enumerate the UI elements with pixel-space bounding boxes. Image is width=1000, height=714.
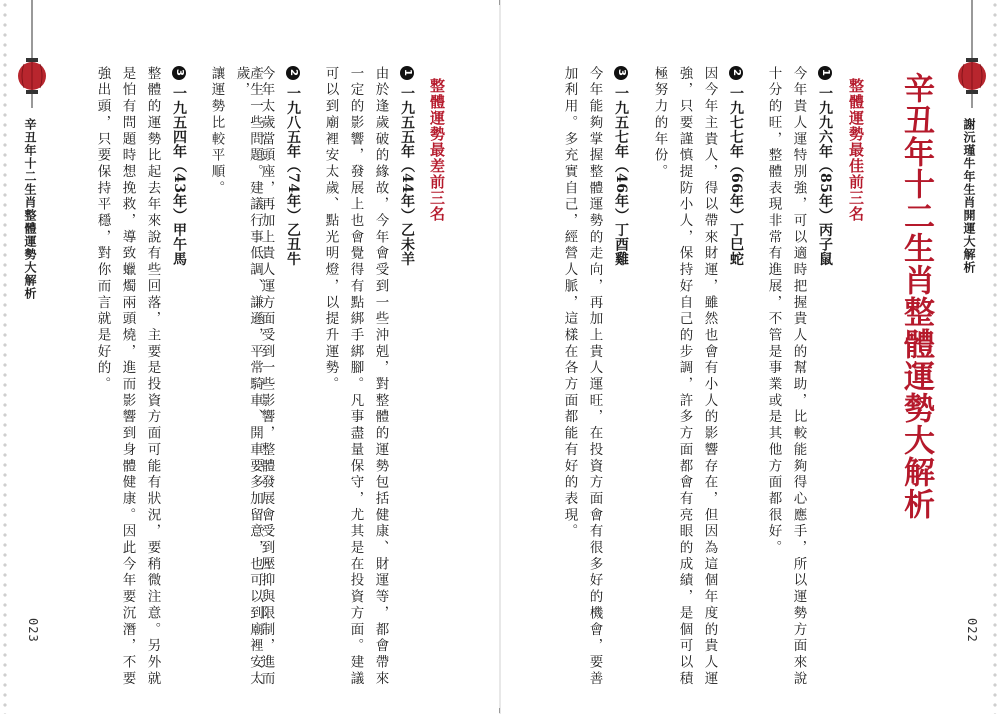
worst-item-3-line-3: 強出頭，只要保持平穩，對你而言就是好的。 <box>94 66 111 393</box>
worst-item-3-line-2: 是怕有問題時想挽救，導致蠟燭兩頭燒，進而影響到身體健康。因此今年要沉潛，不要 <box>119 66 136 688</box>
best-item-2-heading: 2一九七七年（66年）丁巳蛇 <box>729 66 743 266</box>
worst-item-1-line-3: 可以到廟裡安太歲、點光明燈，以提升運勢。 <box>322 66 339 393</box>
best-item-3-line-2: 加利用。多充實自己，經營人脈，這樣在各方面都能有好的表現。 <box>561 66 578 541</box>
running-head-right: 謝沅瑾牛年生肖開運大解析 <box>962 118 976 274</box>
worst-item-3-heading: 3一九五四年（43年）甲午馬 <box>172 66 186 266</box>
worst-item-2-line-3: 讓運勢比較平順。 <box>208 66 225 197</box>
worst-item-2-heading: 2一九八五年（74年）乙丑牛 <box>286 66 300 266</box>
worst-section-heading: 整體運勢最差前三名 <box>428 78 446 222</box>
worst-item-2-line-2: 產生一些問題。建議行事低調、謙遜，平常騎車、開車要多加留意，也可以到廟裡安太歲， <box>233 66 263 688</box>
page-title: 辛丑年十二生肖整體運勢大解析 <box>898 72 934 520</box>
best-item-3-line-1: 今年能夠掌握整體運勢的走向，再加上貴人運旺，在投資方面會有很多好的機會，要善 <box>586 66 603 688</box>
worst-item-1-line-2: 一定的影響，發展上也會覺得有點綁手綁腳。凡事盡量保守，尤其是在投資方面。建議 <box>347 66 364 688</box>
worst-item-1-line-1: 由於逢歲破的緣故，今年會受到一些沖剋，對整體的運勢包括健康、財運等，都會帶來 <box>372 66 389 688</box>
worst-item-3-line-1: 整體的運勢比起去年來說有些回落，主要是投資方面可能有狀況，要稍微注意。另外就 <box>144 66 161 688</box>
number-badge-icon: 2 <box>286 66 300 80</box>
best-item-1-line-1: 今年貴人運特別強，可以適時把握貴人的幫助，比較能夠得心應手，所以運勢方面來說 <box>790 66 807 688</box>
number-badge-icon: 3 <box>614 66 628 80</box>
best-item-3-heading: 3一九五七年（46年）丁酉雞 <box>614 66 628 266</box>
worst-item-2-line-1: 今年太歲當頭座，再加上貴人運方面受到一些影響，整體發展會受到壓抑與限制，進而 <box>258 66 275 688</box>
best-item-2-line-3: 極努力的年份。 <box>651 66 668 181</box>
number-badge-icon: 1 <box>400 66 414 80</box>
best-section-heading: 整體運勢最佳前三名 <box>847 78 865 222</box>
number-badge-icon: 1 <box>818 66 832 80</box>
left-border-pattern <box>0 0 10 714</box>
best-item-2-line-1: 因今年主貴人，得以帶來財運，雖然也會有小人的影響存在，但因為這個年度的貴人運 <box>701 66 718 688</box>
number-badge-icon: 2 <box>729 66 743 80</box>
running-head-left: 辛丑年十二生肖整體運勢大解析 <box>23 118 37 300</box>
best-item-1-heading: 1一九九六年（85年）丙子鼠 <box>818 66 832 266</box>
worst-item-1-heading: 1一九五五年（44年）乙未羊 <box>400 66 414 266</box>
best-item-2-line-2: 強，只要謹慎提防小人，保持好自己的步調，許多方面都會有亮眼的成績，是個可以積 <box>676 66 693 688</box>
lantern-icon <box>12 0 52 110</box>
best-item-1-line-2: 十分的旺，整體表現非常有進展，不管是事業或是其他方面都很好。 <box>765 66 782 557</box>
number-badge-icon: 3 <box>172 66 186 80</box>
page-number-left: 023 <box>26 618 40 643</box>
lantern-icon <box>952 0 992 110</box>
right-page <box>500 0 1000 714</box>
page-number-right: 022 <box>965 618 979 643</box>
